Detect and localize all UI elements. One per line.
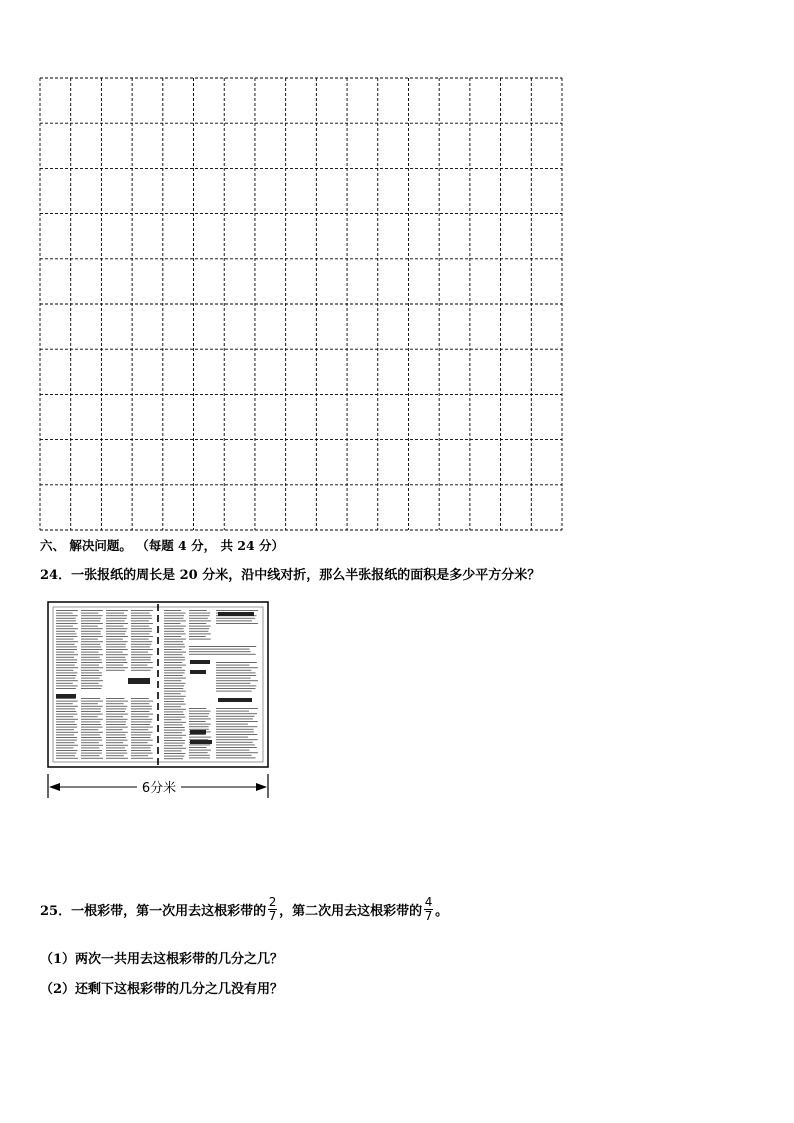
width-label: 6分米 — [141, 781, 177, 796]
question-25-part-1: （1）两次一共用去这根彩带的几分之几？ — [40, 952, 284, 967]
question-24-text: 24．一张报纸的周长是 20 分米，沿中线对折，那么半张报纸的面积是多少平方分米？ — [40, 568, 541, 583]
arrow-left-icon — [49, 783, 60, 791]
newspaper-image — [48, 602, 268, 767]
newspaper-figure — [40, 598, 280, 803]
fraction-numerator: 2 — [268, 895, 277, 909]
arrow-right-icon — [256, 783, 267, 791]
q25-text-middle: ，第二次用去这根彩带的 — [279, 904, 423, 919]
fraction-numerator: 4 — [424, 895, 433, 909]
q25-text-before: 25．一根彩带，第一次用去这根彩带的 — [40, 904, 267, 919]
answer-grid — [39, 77, 563, 531]
question-25-part-2: （2）还剩下这根彩带的几分之几没有用？ — [40, 982, 284, 997]
width-dimension — [48, 774, 268, 798]
fraction-denominator: 7 — [268, 909, 277, 923]
fraction-denominator: 7 — [424, 909, 433, 923]
fraction-first-use — [268, 896, 277, 923]
q25-text-after: 。 — [435, 904, 449, 919]
fraction-second-use — [424, 896, 433, 923]
section-title: 六、 解决问题。 （每题 4 分， 共 24 分） — [40, 538, 285, 553]
question-25-text — [40, 896, 448, 923]
